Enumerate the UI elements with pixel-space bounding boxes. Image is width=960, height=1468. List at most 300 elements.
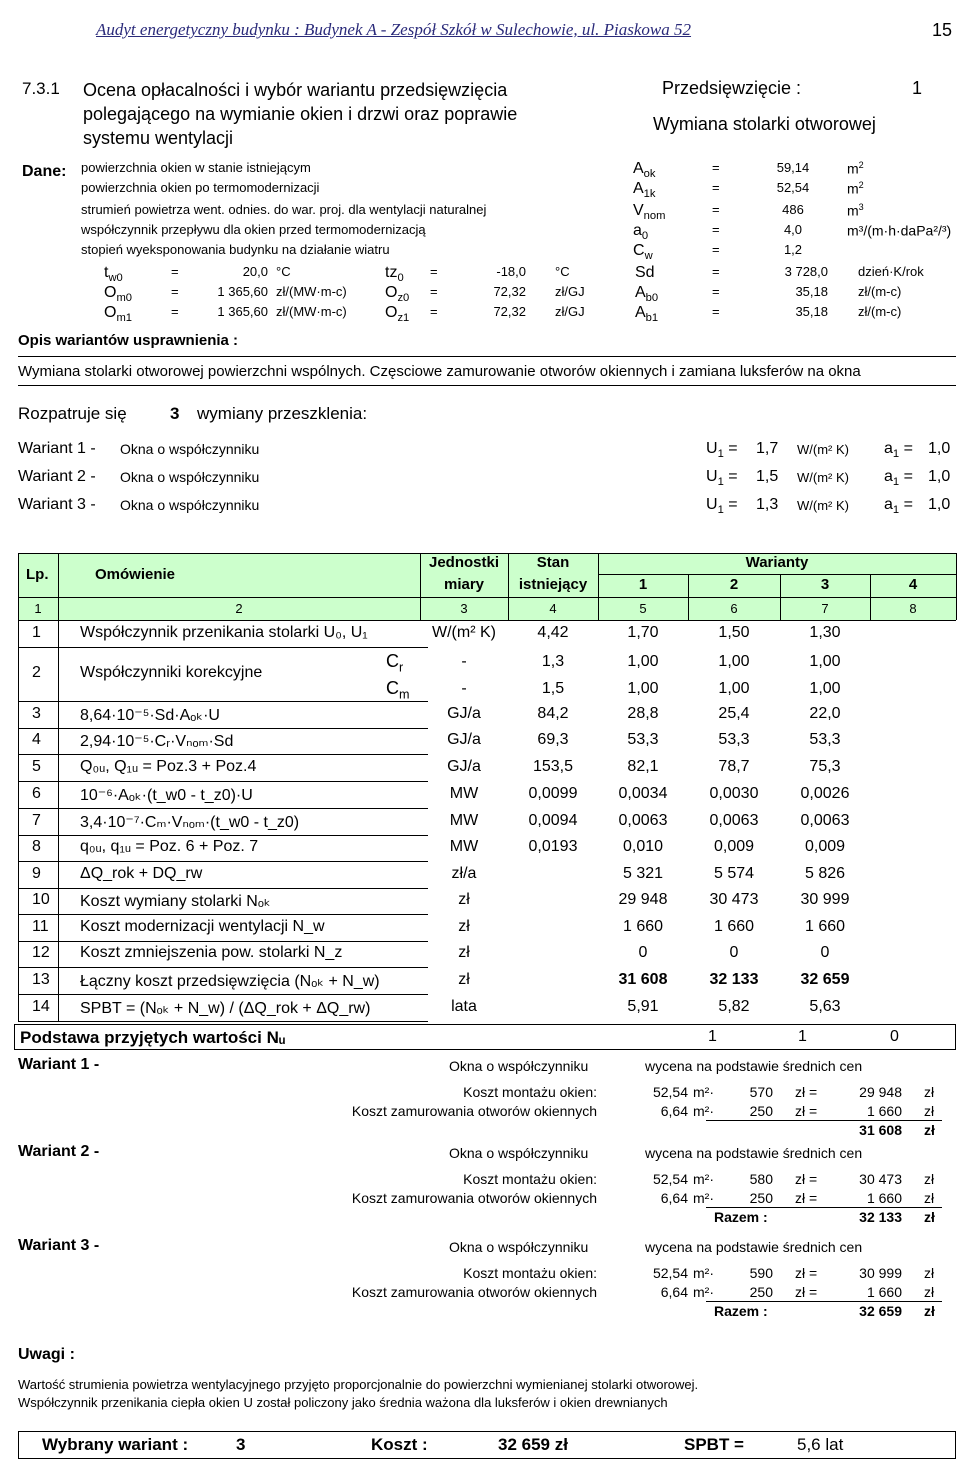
u-sub: 1 [717, 448, 724, 461]
param-eq: = [171, 304, 179, 319]
param-symbol-main: Sd [635, 264, 655, 281]
dane-symbol [633, 242, 653, 262]
row-wariant-value: 0,009 [804, 838, 846, 855]
row-unit: GJ/a [447, 757, 481, 775]
param-unit: zł/(MW·m-c) [276, 304, 347, 319]
u-symbol: U [706, 496, 718, 513]
row-unit: GJ/a [447, 704, 481, 722]
cost-item-total: 1 660 [866, 1284, 902, 1300]
param-value: 3 728,0 [784, 264, 828, 279]
param-eq: = [430, 264, 438, 279]
table-rule [58, 620, 59, 1021]
u-symbol: U [706, 468, 718, 485]
row-lp: 7 [32, 811, 41, 829]
dane-symbol [633, 222, 648, 242]
param-eq: = [712, 284, 720, 299]
row-unit: - [461, 653, 467, 670]
dane-unit-sup: 2 [858, 160, 864, 170]
cost-item-name: Koszt montażu okien: [463, 1171, 597, 1187]
project-number: 1 [912, 78, 923, 98]
param-value: 35,18 [795, 284, 828, 299]
cost-desc: Okna o współczynniku [449, 1145, 589, 1161]
row-wariant-value: 32 133 [709, 970, 759, 988]
table-rule [780, 574, 781, 620]
table-rule [58, 553, 59, 620]
dane-symbol-sub: ok [643, 168, 656, 181]
cost-sum-cur: zł [924, 1303, 935, 1319]
dane-symbol [633, 180, 656, 200]
wariant-a-label [884, 496, 913, 516]
col-header-wariant-n: 1 [638, 576, 648, 593]
row-desc: Współczynnik przenikania stolarki U₀, U₁ [80, 623, 368, 641]
uwagi-line: Współczynnik przenikania ciepła okien U został policzony jako średnia ważona dla luksferów i okien drewnianych [18, 1395, 668, 1410]
row-stan: 0,0193 [528, 838, 578, 855]
cost-item-cur: zł = [795, 1084, 818, 1100]
cost-item-area: 52,54 [652, 1265, 688, 1281]
col-header-wariant-n: 3 [820, 576, 830, 593]
cost-item-price: 570 [749, 1084, 773, 1100]
param-symbol [635, 264, 655, 284]
param-symbol-main: O [104, 284, 117, 301]
cost-item-unit: m²· [693, 1084, 714, 1100]
table-rule [18, 861, 428, 862]
cost-item-name: Koszt zamurowania otworów okiennych [351, 1190, 597, 1206]
dane-unit [847, 202, 864, 219]
u-eq: = [723, 496, 738, 513]
row-wariant-value: 32 659 [800, 970, 850, 988]
wariant-a-value: 1,0 [928, 468, 951, 485]
row-lp: 12 [32, 944, 50, 961]
col-header-lp: Lp. [26, 566, 49, 583]
row-desc: Współczynniki korekcyjne [80, 664, 263, 681]
section-title-line: polegającego na wymianie okien i drzwi oraz poprawie [83, 104, 518, 124]
table-rule [18, 914, 428, 915]
param-eq: = [712, 304, 720, 319]
cost-sum-label: Razem : [714, 1209, 768, 1225]
row-unit: zł [458, 891, 470, 908]
row-wariant-value: 1,00 [627, 680, 659, 697]
col-number: 1 [34, 601, 42, 616]
row-wariant-value: 0,009 [713, 838, 755, 855]
table-rule [870, 574, 871, 620]
cost-item-tcur: zł [924, 1084, 935, 1100]
dane-symbol [633, 202, 665, 222]
table-rule [18, 888, 428, 889]
row-wariant-value: 0,010 [622, 838, 664, 855]
row-lp: 4 [32, 731, 41, 748]
podstawa-v1: 1 [708, 1028, 717, 1045]
wariant-u-label [706, 468, 738, 488]
row-wariant-value: 31 608 [618, 970, 668, 988]
row-unit: zł/a [451, 864, 477, 882]
cost-item-total: 1 660 [866, 1190, 902, 1206]
param-symbol [635, 304, 658, 324]
cost-item-name: Koszt zamurowania otworów okiennych [351, 1103, 597, 1119]
cost-item-cur: zł = [795, 1171, 818, 1187]
param-eq: = [171, 264, 179, 279]
table-rule [706, 1301, 942, 1302]
cost-item-unit: m²· [693, 1103, 714, 1119]
dane-value: 4,0 [783, 222, 803, 237]
col-number: 6 [730, 601, 738, 616]
table-rule [18, 941, 428, 942]
u-sub: 1 [717, 504, 724, 517]
wariant-desc: Okna o współczynniku [120, 441, 260, 457]
row-lp: 5 [32, 757, 41, 775]
wariant-label: Wariant 1 - [18, 440, 96, 457]
param-symbol-sub: z0 [397, 292, 410, 305]
param-value: 1 365,60 [217, 284, 268, 299]
row-wariant-value: 0,0063 [709, 811, 759, 829]
row-wariant-value: 78,7 [718, 757, 750, 775]
row-wariant-value: 1,00 [718, 653, 750, 670]
section-title-line: Ocena opłacalności i wybór wariantu przedsięwzięcia [83, 80, 508, 100]
wariant-u-label [706, 440, 738, 460]
row-wariant-value: 22,0 [809, 704, 841, 722]
dane-symbol-sub: 0 [641, 230, 649, 243]
param-symbol-main: A [635, 304, 646, 321]
dane-eq: = [712, 160, 720, 175]
dane-unit-sup: 3 [858, 202, 864, 212]
row-stan: 84,2 [537, 704, 569, 722]
table-rule [18, 647, 428, 648]
row-desc: 2,94·10⁻⁵·Cᵣ·Vₙₒₘ·Sd [80, 733, 234, 750]
row-unit: zł [458, 970, 470, 988]
row-lp: 2 [32, 664, 41, 681]
cost-item-tcur: zł [924, 1284, 935, 1300]
cost-wariant-label: Wariant 1 - [18, 1056, 100, 1073]
wariant-a-value: 1,0 [928, 496, 951, 513]
dane-eq: = [712, 202, 720, 217]
row-wariant-value: 5,63 [809, 997, 841, 1015]
param-unit: zł/(m-c) [858, 304, 902, 319]
param-unit: dzień·K/rok [858, 264, 924, 279]
row-desc: Koszt zmniejszenia pow. stolarki N_z [80, 944, 343, 961]
a-eq: = [899, 440, 913, 457]
row-lp: 10 [32, 891, 50, 908]
table-rule [18, 620, 19, 1021]
col-header-warianty: Warianty [745, 554, 809, 571]
col-number: 2 [235, 601, 243, 616]
wariant-a-value: 1,0 [928, 440, 951, 457]
col-header-jednostki: Jednostki [428, 554, 500, 571]
row-wariant-value: 1,30 [809, 623, 841, 641]
cost-item-price: 580 [749, 1171, 773, 1187]
table-rule [18, 620, 956, 621]
cost-basis: wycena na podstawie średnich cen [645, 1239, 863, 1255]
table-rule [18, 553, 19, 620]
col-number: 8 [909, 601, 917, 616]
a-sub: 1 [892, 504, 900, 517]
param-symbol [104, 264, 123, 284]
row-desc: Koszt wymiany stolarki Nₒₖ [80, 893, 271, 910]
param-value: 72,32 [493, 304, 526, 319]
table-rule [18, 835, 428, 836]
sub-sym-sub: m [399, 687, 410, 702]
row-desc: ΔQ_rok + DQ_rw [80, 864, 203, 882]
dane-unit-main: m [847, 202, 859, 219]
dane-desc: współczynnik przepływu dla okien przed termomodernizacją [81, 222, 426, 237]
dane-symbol-sub: 1k [643, 188, 656, 201]
row-wariant-value: 53,3 [809, 731, 841, 748]
row-wariant-value: 0,0063 [800, 811, 850, 829]
row-desc: 3,4·10⁻⁷·Cₘ·Vₙₒₘ·(t_w0 - t_z0) [80, 813, 300, 831]
cost-item-cur: zł = [795, 1265, 818, 1281]
row-unit: zł [458, 917, 470, 935]
cost-sum: 32 133 [859, 1209, 902, 1225]
row-wariant-value: 1 660 [622, 917, 664, 935]
param-symbol-main: A [635, 284, 646, 301]
cost-item-area: 6,64 [660, 1284, 688, 1300]
summary-spbt-label: SPBT = [684, 1435, 744, 1454]
row-wariant-value: 5,91 [627, 997, 659, 1015]
sub-sym: C [386, 678, 399, 698]
table-rule [18, 728, 428, 729]
table-rule [18, 1021, 428, 1022]
u-symbol: U [706, 440, 718, 457]
dane-unit-main: m³/(m·h·daPa²/³) [847, 222, 952, 239]
row-wariant-value: 1,50 [718, 623, 750, 641]
row-wariant-value: 1,00 [809, 653, 841, 670]
dane-desc: powierzchnia okien w stanie istniejącym [81, 160, 311, 175]
param-unit: °C [276, 264, 291, 279]
row-sub-symbol [386, 678, 410, 702]
wariant-u-unit: W/(m² K) [797, 442, 849, 457]
cost-item-unit: m²· [693, 1265, 714, 1281]
row-wariant-value: 0,0034 [618, 784, 668, 802]
dane-symbol [633, 160, 656, 180]
podstawa-v2: 1 [798, 1028, 807, 1045]
dane-symbol-sub: w [644, 250, 653, 263]
cost-item-name: Koszt zamurowania otworów okiennych [351, 1284, 597, 1300]
summary-koszt-value: 32 659 zł [498, 1435, 568, 1454]
row-wariant-value: 1,00 [627, 653, 659, 670]
row-desc: 8,64·10⁻⁵·Sd·Aₒₖ·U [80, 706, 220, 724]
cost-item-name: Koszt montażu okien: [463, 1265, 597, 1281]
wariant-a-label [884, 440, 913, 460]
cost-item-area: 6,64 [660, 1190, 688, 1206]
dane-symbol-main: C [633, 242, 645, 259]
col-number: 5 [639, 601, 647, 616]
row-stan: 1,3 [541, 653, 565, 670]
dane-value: 52,54 [776, 180, 810, 195]
a-symbol: a [884, 468, 893, 485]
col-header-istniejacy: istniejący [518, 576, 588, 593]
dane-unit [847, 180, 864, 197]
col-header-omowienie: Omówienie [95, 566, 176, 583]
u-eq: = [723, 440, 738, 457]
row-wariant-value: 5,82 [718, 997, 750, 1015]
dane-unit [847, 160, 864, 177]
cost-basis: wycena na podstawie średnich cen [645, 1145, 863, 1161]
row-wariant-value: 0,0030 [709, 784, 759, 802]
podstawa-label: Podstawa przyjętych wartości Nᵤ [20, 1028, 286, 1047]
sub-sym: C [386, 651, 399, 671]
a-eq: = [899, 468, 913, 485]
row-lp: 3 [32, 704, 41, 722]
row-wariant-value: 1 660 [713, 917, 755, 935]
row-unit: zł [458, 944, 470, 961]
dane-label: Dane: [22, 163, 67, 180]
row-unit: lata [451, 997, 477, 1015]
cost-sum-cur: zł [924, 1122, 935, 1138]
row-desc: SPBT = (Nₒₖ + N_w) / (ΔQ_rok + ΔQ_rw) [80, 999, 371, 1017]
col-header-miary: miary [443, 576, 485, 593]
cost-item-tcur: zł [924, 1103, 935, 1119]
table-rule [18, 553, 956, 554]
row-unit: MW [449, 838, 479, 855]
a-symbol: a [884, 496, 893, 513]
table-rule [18, 967, 428, 968]
u-sub: 1 [717, 476, 724, 489]
row-wariant-value: 30 999 [800, 891, 850, 908]
row-wariant-value: 0,0063 [618, 811, 668, 829]
row-stan: 0,0094 [528, 811, 578, 829]
cost-item-total: 1 660 [866, 1103, 902, 1119]
rozpatruje-pre: Rozpatruje się [18, 404, 127, 423]
param-eq: = [430, 284, 438, 299]
param-unit: zł/GJ [555, 284, 585, 299]
cost-desc: Okna o współczynniku [449, 1239, 589, 1255]
row-lp: 6 [32, 784, 41, 802]
param-symbol-main: O [104, 304, 117, 321]
cost-item-total: 29 948 [859, 1084, 902, 1100]
wariant-label: Wariant 2 - [18, 468, 96, 485]
row-wariant-value: 1,00 [809, 680, 841, 697]
row-unit: MW [449, 784, 479, 802]
dane-symbol-main: a [633, 222, 642, 239]
cost-item-price: 590 [749, 1265, 773, 1281]
summary-koszt-label: Koszt : [371, 1435, 428, 1454]
row-wariant-value: 0 [729, 944, 739, 961]
opis-text: Wymiana stolarki otworowej powierzchni wspólnych. Częsciowe zamurowanie otworów okiennych i zamiana luksferów na okna [18, 363, 861, 380]
cost-item-price: 250 [749, 1190, 773, 1206]
wariant-u-value: 1,5 [756, 468, 779, 485]
table-rule [18, 597, 956, 598]
wariant-label: Wariant 3 - [18, 496, 96, 513]
param-symbol-main: O [385, 284, 398, 301]
param-eq: = [171, 284, 179, 299]
col-header-stan: Stan [536, 554, 570, 571]
dane-unit-main: m [847, 160, 859, 177]
podstawa-v3: 0 [890, 1028, 899, 1045]
row-lp: 11 [32, 917, 49, 935]
uwagi-label: Uwagi : [18, 1346, 75, 1363]
cost-wariant-label: Wariant 2 - [18, 1143, 100, 1160]
table-rule [18, 781, 428, 782]
row-wariant-value: 1 660 [804, 917, 846, 935]
row-wariant-value: 0,0026 [800, 784, 850, 802]
section-title [83, 78, 517, 150]
dane-symbol-main: A [633, 160, 644, 177]
row-unit: GJ/a [447, 731, 481, 748]
table-rule [956, 553, 957, 620]
param-symbol [104, 284, 132, 304]
row-desc: Łączny koszt przedsięwzięcia (Nₒₖ + N_w) [80, 972, 380, 990]
param-symbol [635, 284, 658, 304]
wariant-u-label [706, 496, 738, 516]
param-value: 1 365,60 [217, 304, 268, 319]
table-rule [598, 553, 599, 620]
param-unit: zł/GJ [555, 304, 585, 319]
param-symbol-sub: m1 [116, 312, 132, 325]
rozpatruje-post: wymiany przeszklenia: [197, 404, 368, 423]
dane-value: 1,2 [783, 242, 803, 257]
row-wariant-value: 5 321 [622, 864, 664, 882]
row-unit: MW [449, 811, 479, 829]
row-stan: 0,0099 [528, 784, 578, 802]
cost-desc: Okna o współczynniku [449, 1058, 589, 1074]
dane-unit [847, 222, 951, 239]
param-unit: zł/(MW·m-c) [276, 284, 347, 299]
param-symbol [385, 264, 404, 284]
a-symbol: a [884, 440, 893, 457]
row-stan: 1,5 [541, 680, 565, 697]
wariant-a-label [884, 468, 913, 488]
u-eq: = [723, 468, 738, 485]
cost-wariant-label: Wariant 3 - [18, 1237, 100, 1254]
row-wariant-value: 53,3 [627, 731, 659, 748]
row-wariant-value: 82,1 [627, 757, 659, 775]
row-wariant-value: 28,8 [627, 704, 659, 722]
row-wariant-value: 5 574 [713, 864, 755, 882]
param-eq: = [712, 264, 720, 279]
cost-item-area: 6,64 [660, 1103, 688, 1119]
dane-desc: strumień powietrza went. odnies. do war. proj. dla wentylacji naturalnej [81, 202, 487, 217]
dane-desc: stopień wyeksponowania budynku na działanie wiatru [81, 242, 390, 257]
cost-item-price: 250 [749, 1284, 773, 1300]
cost-sum: 32 659 [859, 1303, 902, 1319]
param-symbol-sub: b0 [645, 292, 659, 305]
row-stan: 4,42 [537, 623, 569, 641]
uwagi-line: Wartość strumienia powietrza wentylacyjnego przyjęto proporcjonalnie do powierzchni wymienianej stolarki otworowej. [18, 1377, 699, 1392]
param-symbol-sub: m0 [116, 292, 132, 305]
row-desc: 10⁻⁶·Aₒₖ·(t_w0 - t_z0)·U [80, 786, 253, 804]
param-symbol-main: tz [385, 264, 398, 281]
col-header-wariant-n: 2 [729, 576, 739, 593]
table-rule [420, 553, 421, 620]
table-rule [18, 701, 428, 702]
cost-sum: 31 608 [859, 1122, 902, 1138]
row-wariant-value: 29 948 [618, 891, 668, 908]
wariant-u-unit: W/(m² K) [797, 470, 849, 485]
section-number: 7.3.1 [22, 79, 60, 98]
cost-item-tcur: zł [924, 1265, 935, 1281]
param-eq: = [430, 304, 438, 319]
row-wariant-value: 5 826 [804, 864, 846, 882]
cost-item-area: 52,54 [652, 1171, 688, 1187]
row-desc: Koszt modernizacji wentylacji N_w [80, 917, 325, 935]
dane-value: 59,14 [776, 160, 810, 175]
row-lp: 13 [32, 970, 50, 988]
summary-wybrany-value: 3 [236, 1435, 246, 1454]
param-symbol-sub: 0 [397, 272, 404, 285]
table-rule [688, 574, 689, 620]
row-desc: Q₀ᵤ, Q₁ᵤ = Poz.3 + Poz.4 [80, 757, 257, 775]
wariant-u-value: 1,7 [756, 440, 779, 457]
dane-desc: powierzchnia okien po termomodernizacji [81, 180, 320, 195]
table-rule [18, 754, 428, 755]
table-rule [18, 808, 428, 809]
param-symbol-sub: b1 [645, 312, 659, 325]
cost-item-total: 30 999 [859, 1265, 902, 1281]
table-rule [508, 553, 509, 620]
col-number: 3 [460, 601, 468, 616]
param-symbol-main: O [385, 304, 398, 321]
row-stan: 69,3 [537, 731, 569, 748]
row-wariant-value: 75,3 [809, 757, 841, 775]
col-number: 7 [821, 601, 829, 616]
